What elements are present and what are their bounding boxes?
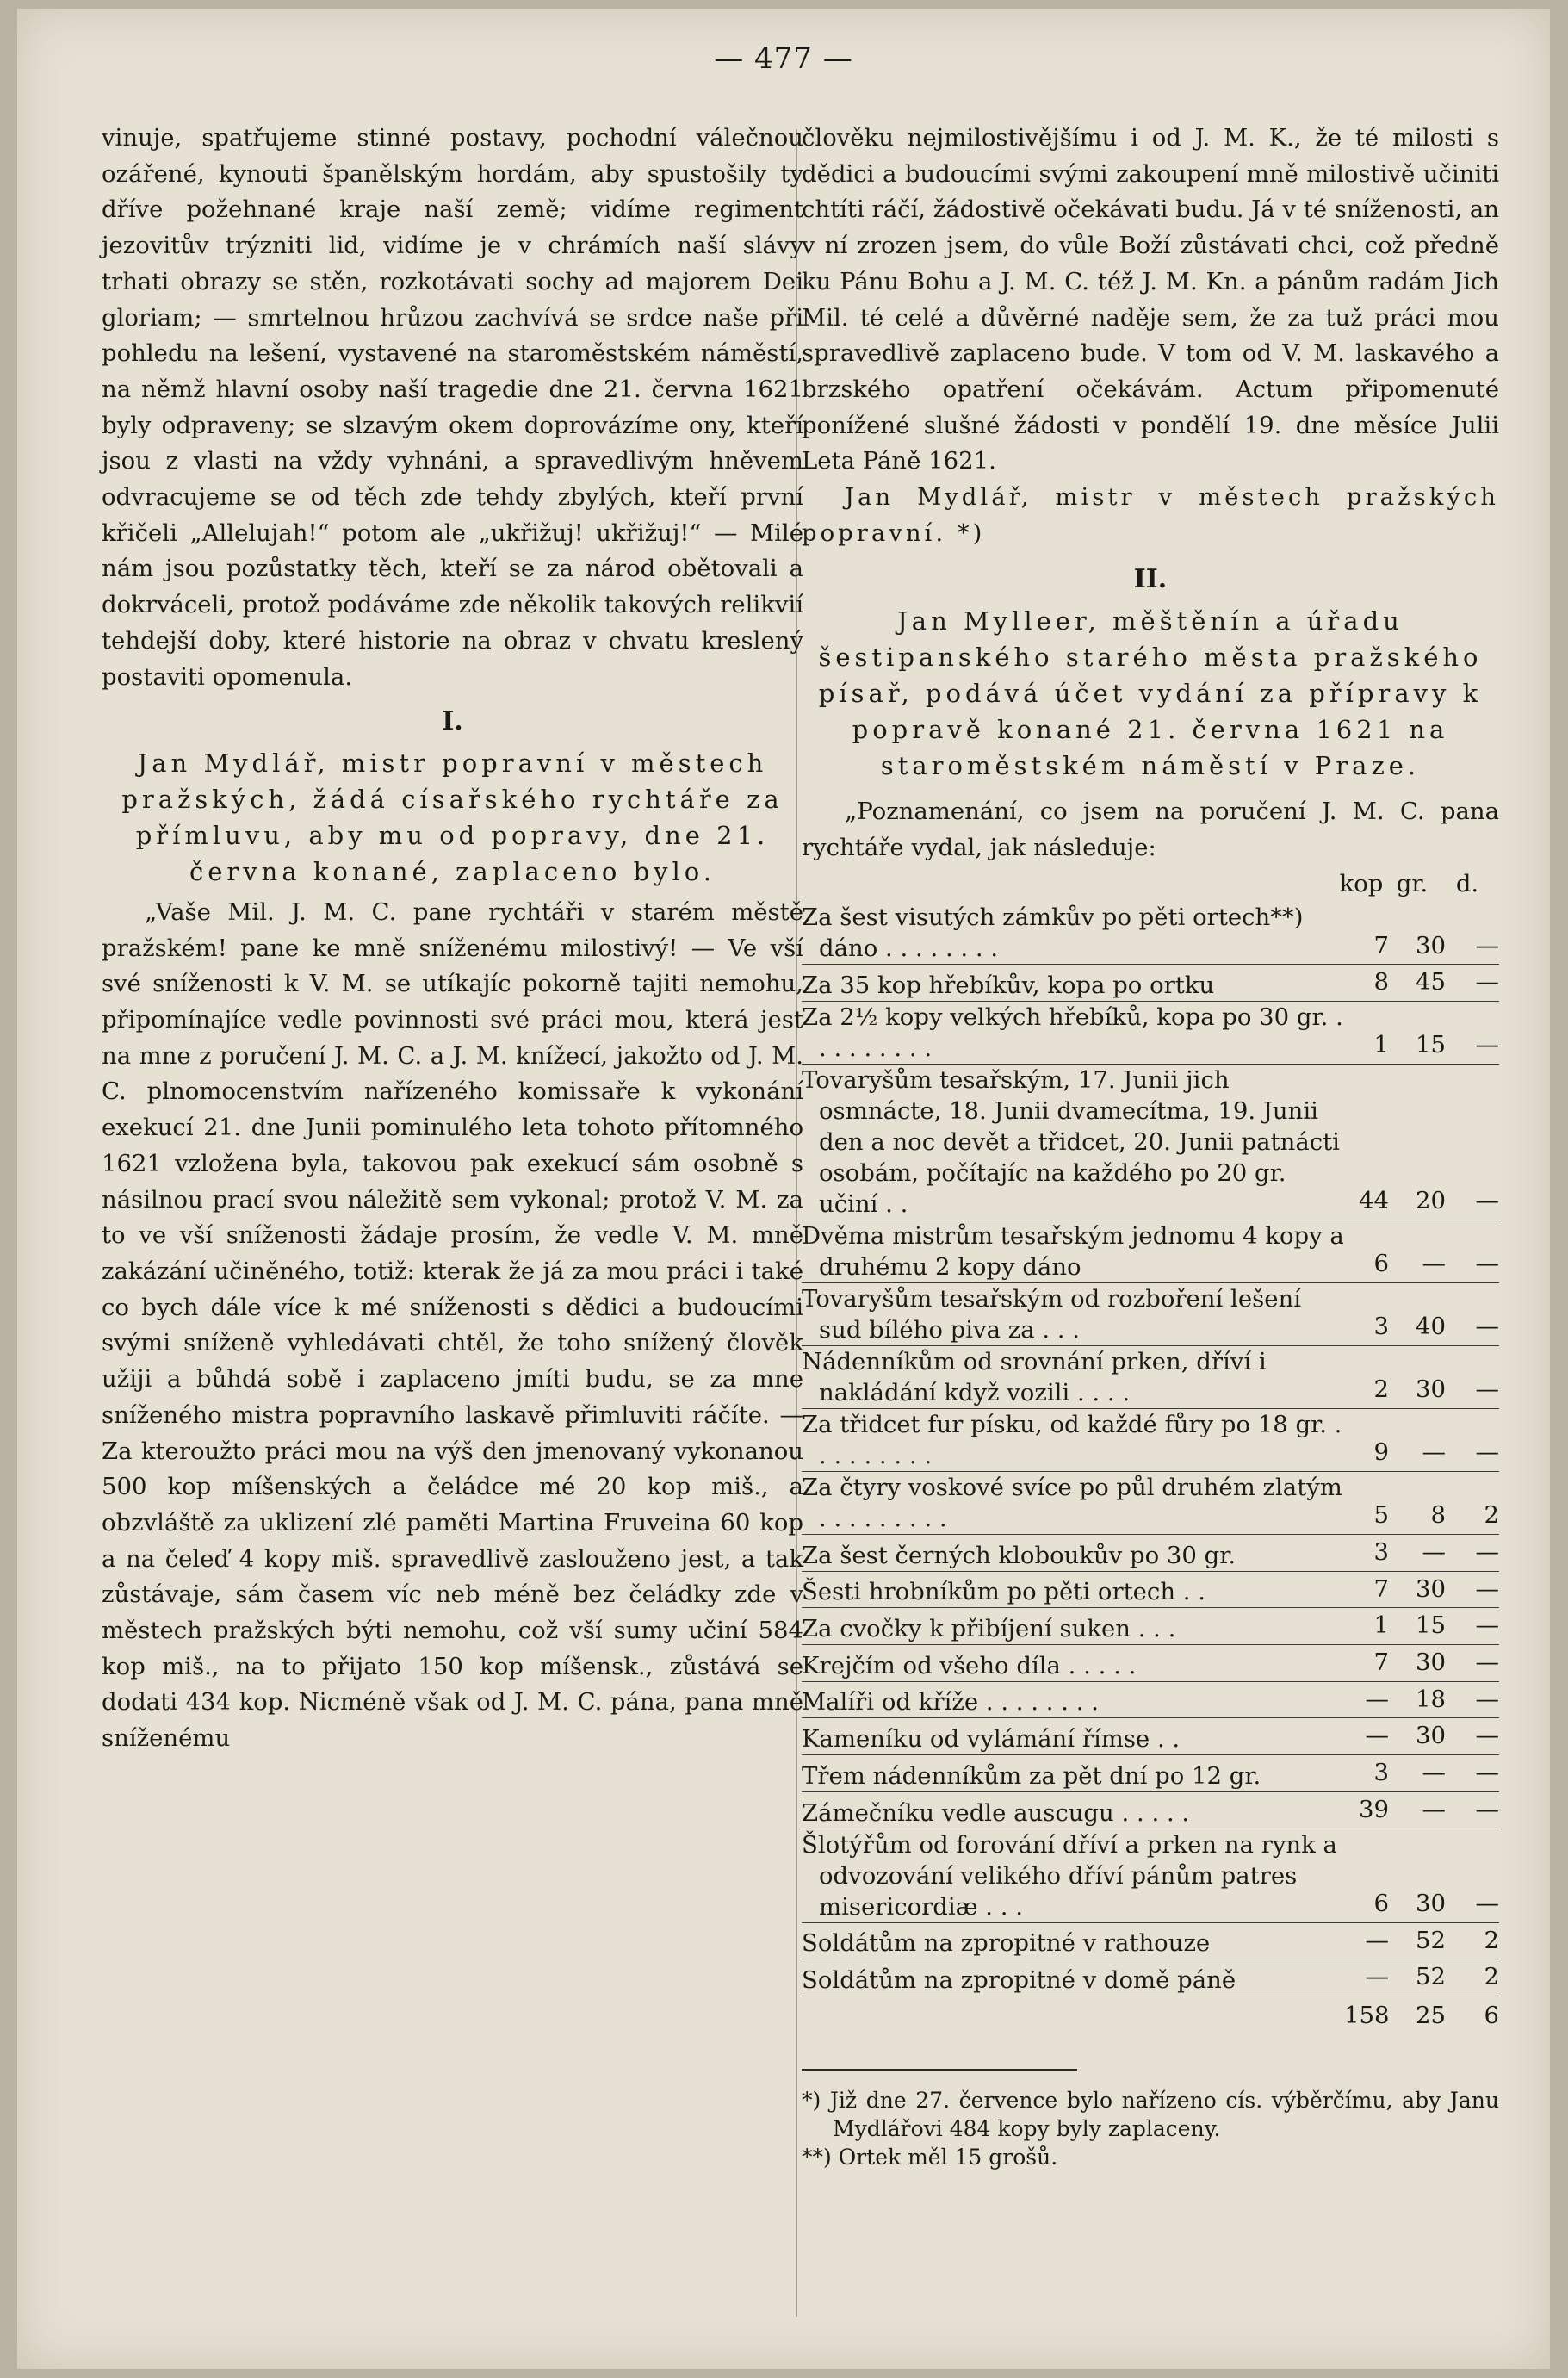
account-gr: 18 (1416, 1685, 1446, 1713)
account-gr: 45 (1416, 968, 1446, 997)
account-kop: 1 (1373, 1611, 1389, 1640)
account-row (802, 1065, 1499, 1220)
account-label: Šesti hrobníkům po pěti ortech . . (802, 1578, 1206, 1606)
account-row (802, 902, 1499, 965)
account-row (802, 1608, 1499, 1645)
account-kop: 7 (1373, 931, 1389, 959)
account-row (802, 1682, 1499, 1719)
section-two-title: Jan Mylleer, měštěnín a úřadu šestipanského starého města pražského písař, podává účet vydání za přípravy k popravě konané 21. června 1621 na staroměstském náměstí v Praze. (818, 606, 1483, 781)
account-d: 2 (1484, 1501, 1499, 1530)
account-row (802, 1792, 1499, 1829)
account-kop: 7 (1373, 1648, 1389, 1677)
right-column (802, 121, 1499, 2171)
total-gr: 25 (1416, 2001, 1446, 2029)
account-gr: 15 (1416, 1031, 1446, 1059)
account-gr: — (1422, 1438, 1446, 1467)
letter-continuation: člověku nejmilostivějšímu i od J. M. K., že té milosti s dědici a budoucími svými zakoupení mně milostivě učiniti chtíti ráčí, žádostivě očekávati budu. Já v té sníženosti, an v ní zrozen jsem, do vůle Boží zůstávati chci, což předně ku Pánu Bohu a J. M. C. též J. M. Kn. a pánům radám Jich Mil. té celé a důvěrné naděje sem, že za tuž práci mou spravedlivě zaplaceno bude. V tom od V. M. laskavého a brzského opatření očekávám. Actum připomenuté ponížené slušné žádosti v pondělí 19. dne měsíce Julii Leta Páně 1621. (802, 124, 1499, 475)
account-label: Dvěma mistrům tesařským jednomu 4 kopy a druhému 2 kopy dáno (802, 1221, 1344, 1281)
account-label: Zámečníku vedle auscugu . . . . . (802, 1798, 1190, 1827)
account-row (802, 1829, 1499, 1923)
account-d: 2 (1484, 1963, 1499, 1991)
account-row (802, 1645, 1499, 1682)
account-label: Nádenníkům od srovnání prken, dříví i nakládání když vozili . . . . (802, 1347, 1267, 1406)
account-row (802, 965, 1499, 1002)
account-label: Třem nádenníkům za pět dní po 12 gr. (802, 1761, 1261, 1790)
account-kop: 39 (1359, 1795, 1389, 1823)
account-label: Soldátům na zpropitné v rathouze (802, 1929, 1211, 1958)
account-label: Za cvočky k přibíjení suken . . . (802, 1615, 1176, 1643)
footnote-1: *) Již dne 27. července bylo nařízeno cís. výběrčímu, aby Janu Mydlářovi 484 kopy byly zaplaceny. (802, 2087, 1499, 2141)
account-label: Za 2½ kopy velkých hřebíků, kopa po 30 gr. . . . . . . . . . (802, 1003, 1343, 1062)
column-header-d: d. (1455, 869, 1479, 897)
intro-paragraph: vinuje, spatřujeme stinné postavy, pochodní válečnou ozářené, kynouti španělským hordám, aby spustošily ty dříve požehnané kraje naší země; vidíme regiment jezovitův trýzniti lid, vidíme je v chrámích naší slávy trhati obrazy se stěn, rozkotávati sochy ad majorem Dei gloriam; — smrtelnou hrůzou zachvívá se srdce naše při pohledu na lešení, vystavené na staroměstském náměstí, na němž hlavní osoby naší tragedie dne 21. června 1621 byly odpraveny; se slzavým okem doprovázíme ony, kteří jsou z vlasti na vždy vyhnáni, a spravedlivým hněvem odvracujeme se od těch zde tehdy zbylých, kteří první křičeli „Allelujah!“ potom ale „ukřižuj! ukřižuj!“ — Milé nám jsou pozůstatky těch, kteří se za národ obětovali a dokrváceli, protož podáváme zde několik takových relikvií tehdejší doby, které historie na obraz v chvatu kreslený postaviti opomenula. (102, 124, 803, 691)
account-d: — (1475, 1031, 1499, 1059)
account-label: Šlotýřům od forování dříví a prken na rynk a odvozování velikého dříví pánům patres misericordiæ . . . (802, 1830, 1337, 1921)
account-gr: 30 (1416, 1574, 1446, 1603)
account-d: — (1475, 1759, 1499, 1787)
account-gr: 30 (1416, 1375, 1446, 1404)
account-gr: — (1422, 1250, 1446, 1278)
account-kop: 6 (1373, 1889, 1389, 1917)
account-row (802, 1959, 1499, 1996)
footnote-2: **) Ortek měl 15 grošů. (802, 2144, 1058, 2170)
account-label: Za čtyry voskové svíce po půl druhém zlatým . . . . . . . . . (802, 1473, 1342, 1532)
accounts-intro: „Poznamenání, co jsem na poručení J. M. C. pana rychtáře vydal, jak následuje: (802, 798, 1499, 861)
accounts-column-headers (802, 866, 1499, 903)
account-d: — (1475, 1648, 1499, 1677)
account-label: Soldátům na zpropitné v domě páně (802, 1965, 1236, 1994)
account-label: Tovaryšům tesařským od rozboření lešení sud bílého piva za . . . (802, 1284, 1302, 1344)
column-header-kop: kop (1339, 869, 1384, 897)
account-kop: 44 (1359, 1187, 1389, 1215)
account-d: — (1475, 1574, 1499, 1603)
account-kop: 3 (1373, 1537, 1389, 1566)
account-row (802, 1409, 1499, 1472)
section-two-heading: II. (1133, 564, 1168, 595)
account-d: — (1475, 968, 1499, 997)
account-kop: 7 (1373, 1574, 1389, 1603)
accounts-total (802, 1996, 1499, 2034)
account-d: — (1475, 1375, 1499, 1404)
section-one-heading: I. (442, 706, 463, 737)
account-kop: 1 (1373, 1031, 1389, 1059)
account-label: Za šest černých kloboukův po 30 gr. (802, 1541, 1236, 1569)
account-gr: 52 (1416, 1963, 1446, 1991)
account-kop: 3 (1373, 1759, 1389, 1787)
account-d: — (1475, 1438, 1499, 1467)
account-gr: 15 (1416, 1611, 1446, 1640)
left-column (102, 121, 803, 1757)
account-label: Tovaryšům tesařským, 17. Junii jich osmnácte, 18. Junii dvamecítma, 19. Junii den a noc devět a třidcet, 20. Junii patnácti osobám, počítajíc na každého po 20 gr. učiní . . (802, 1065, 1340, 1218)
signature: Jan Mydlář, mistr v městech pražských popravní. *) (802, 483, 1499, 547)
account-kop: — (1365, 1685, 1389, 1713)
account-gr: 52 (1416, 1926, 1446, 1954)
account-gr: — (1422, 1795, 1446, 1823)
account-row (802, 1718, 1499, 1755)
account-label: Za šest visutých zámkův po pěti ortech**) dáno . . . . . . . . (802, 903, 1304, 963)
account-kop: 5 (1373, 1501, 1389, 1530)
account-d: — (1475, 931, 1499, 959)
account-kop: — (1365, 1963, 1389, 1991)
account-kop: 8 (1373, 968, 1389, 997)
page-number: — 477 — (714, 41, 853, 76)
account-d: — (1475, 1685, 1499, 1713)
account-row (802, 1283, 1499, 1346)
account-gr: 40 (1416, 1313, 1446, 1341)
account-d: — (1475, 1722, 1499, 1750)
accounts-table (802, 902, 1499, 1996)
total-kop: 158 (1344, 2001, 1390, 2029)
account-d: — (1475, 1313, 1499, 1341)
account-row (802, 1923, 1499, 1960)
account-kop: — (1365, 1926, 1389, 1954)
letter-paragraph: „Vaše Mil. J. M. C. pane rychtáři v starém městě pražském! pane ke mně sníženému milostivý! — Ve vší své sníženosti k V. M. se utíkajíc pokorně tajiti nemohu, připomínajíce vedle povinnosti své práci mou, která jest na mne z poručení J. M. C. a J. M. knížecí, jakožto od J. M. C. plnomocenstvím nařízeného komissaře k vykonání exekucí 21. dne Junii pominulého leta tohoto přítomného 1621 vzložena byla, takovou pak exekucí sám osobně s násilnou prací svou náležitě sem vykonal; protož V. M. za to ve vší sníženosti žádaje prosím, že vedle V. M. mně zakázání učiněného, totiž: kterak že já za mou práci i také co bych dále více k mé sníženosti s dědici a budoucími svými sníženě vyhledávati chtěl, že toho snížený člověk užiji a bůhdá sobě i zaplaceno jmíti budu, se za mne sníženého mistra popravního laskavě přimluviti ráčíte. — Za kteroužto práci mou na výš den jmenovaný vykonanou 500 kop míšenských a čeládce mé 20 kop miš., a obzvláště za uklizení zlé paměti Martina Fruveina 60 kop a na čeleď 4 kopy miš. spravedlivě zaslouženo jest, a tak zůstávaje, sám časem víc neb méně bez čeládky zde v městech pražských býti nemohu, což vší sumy učiní 584 kop miš., na to přijato 150 kop míšensk., zůstává se dodati 434 kop. Nicméně však od J. M. C. pána, pana mně sníženému (102, 897, 803, 1753)
section-one-title: Jan Mydlář, mistr popravní v městech pražských, žádá císařského rychtáře za přímluvu, aby mu od popravy, dne 21. června konané, zaplaceno bylo. (121, 748, 784, 886)
account-gr: 20 (1416, 1187, 1446, 1215)
account-gr: 30 (1416, 1722, 1446, 1750)
account-kop: 9 (1373, 1438, 1389, 1467)
book-page (17, 9, 1550, 2369)
account-gr: 30 (1416, 1889, 1446, 1917)
account-label: Krejčím od všeho díla . . . . . (802, 1651, 1137, 1680)
account-d: 2 (1484, 1926, 1499, 1954)
account-d: — (1475, 1537, 1499, 1566)
account-row (802, 1572, 1499, 1609)
account-label: Za 35 kop hřebíkův, kopa po ortku (802, 971, 1215, 999)
account-kop: — (1365, 1722, 1389, 1750)
account-label: Malíři od kříže . . . . . . . . (802, 1688, 1099, 1717)
total-d: 6 (1484, 2001, 1499, 2029)
account-d: — (1475, 1187, 1499, 1215)
column-header-gr: gr. (1396, 869, 1429, 897)
account-label: Kameníku od vylámání římse . . (802, 1725, 1181, 1754)
account-gr: — (1422, 1537, 1446, 1566)
account-label: Za třidcet fur písku, od každé fůry po 18 gr. . . . . . . . . . (802, 1410, 1342, 1469)
account-gr: 30 (1416, 1648, 1446, 1677)
account-d: — (1475, 1250, 1499, 1278)
account-gr: 8 (1430, 1501, 1446, 1530)
account-kop: 3 (1373, 1313, 1389, 1341)
account-kop: 6 (1373, 1250, 1389, 1278)
account-row (802, 1535, 1499, 1572)
footnote-divider (802, 2069, 1077, 2071)
account-gr: — (1422, 1759, 1446, 1787)
account-row (802, 1220, 1499, 1283)
account-kop: 2 (1373, 1375, 1389, 1404)
account-gr: 30 (1416, 931, 1446, 959)
account-d: — (1475, 1795, 1499, 1823)
account-row (802, 1002, 1499, 1065)
account-row (802, 1755, 1499, 1792)
account-row (802, 1346, 1499, 1409)
account-d: — (1475, 1889, 1499, 1917)
account-row (802, 1472, 1499, 1535)
account-d: — (1475, 1611, 1499, 1640)
